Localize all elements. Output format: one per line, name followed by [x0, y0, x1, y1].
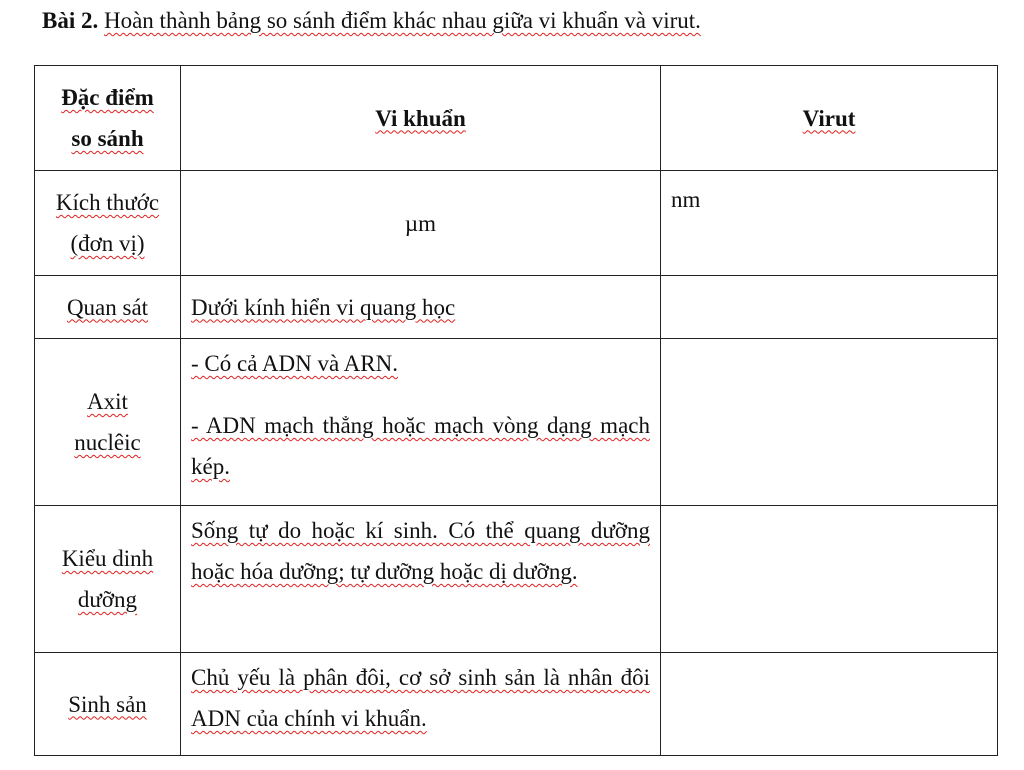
exercise-number: Bài 2. — [42, 8, 99, 33]
table-row-reproduction — [35, 653, 998, 756]
header-bacteria — [181, 66, 661, 171]
virus-cell — [661, 653, 998, 756]
header-bacteria-label: Vi khuẩn — [375, 105, 466, 131]
virus-cell — [661, 506, 998, 653]
criteria-cell — [35, 276, 181, 339]
criteria-cell — [35, 171, 181, 276]
criteria-line2: dưỡng — [77, 587, 138, 612]
exercise-prompt: Hoàn thành bảng so sánh điểm khác nhau giữa vi khuẩn và virut. — [103, 8, 701, 33]
table-row-size — [35, 171, 998, 276]
bacteria-cell — [181, 653, 661, 756]
virus-text: nm — [671, 187, 701, 212]
table-row-nutrition — [35, 506, 998, 653]
header-virus — [661, 66, 998, 171]
criteria-line2: nuclêic — [74, 430, 141, 455]
bacteria-text: Chủ yếu là phân đôi, cơ sở sinh sản là nhân đôi ADN của chính vi khuẩn. — [191, 665, 650, 731]
criteria-cell — [35, 339, 181, 506]
exercise-heading — [42, 6, 701, 36]
header-criteria-line1: Đặc điểm — [61, 85, 154, 110]
bacteria-cell — [181, 171, 661, 276]
criteria-line1: Kiểu dinh — [61, 546, 154, 571]
header-criteria-line2: so sánh — [71, 126, 144, 151]
bacteria-text: - ADN mạch thẳng hoặc mạch vòng dạng mạch kép. — [191, 413, 650, 479]
bacteria-text: Sống tự do hoặc kí sinh. Có thể quang dưỡng hoặc hóa dưỡng; tự dưỡng hoặc dị dưỡng. — [191, 518, 650, 584]
bacteria-text: - Có cả ADN và ARN. — [191, 351, 398, 376]
comparison-table — [34, 65, 998, 756]
bacteria-cell — [181, 276, 661, 339]
bacteria-text: Dưới kính hiển vi quang học — [191, 294, 456, 320]
criteria-line2: (đơn vị) — [70, 231, 145, 256]
virus-cell — [661, 276, 998, 339]
header-virus-label: Virut — [802, 105, 856, 131]
table-row-observation — [35, 276, 998, 339]
header-criteria — [35, 66, 181, 171]
criteria-cell — [35, 506, 181, 653]
virus-cell — [661, 171, 998, 276]
bacteria-cell — [181, 506, 661, 653]
bacteria-cell — [181, 339, 661, 506]
criteria-cell — [35, 653, 181, 756]
criteria-line1: Axit — [87, 389, 128, 414]
criteria-line1: Quan sát — [66, 294, 149, 320]
criteria-line1: Sinh sản — [68, 691, 147, 717]
table-row-nucleic-acid — [35, 339, 998, 506]
virus-cell — [661, 339, 998, 506]
table-header-row — [35, 66, 998, 171]
bacteria-text: µm — [404, 210, 437, 236]
criteria-line1: Kích thước — [55, 190, 160, 215]
